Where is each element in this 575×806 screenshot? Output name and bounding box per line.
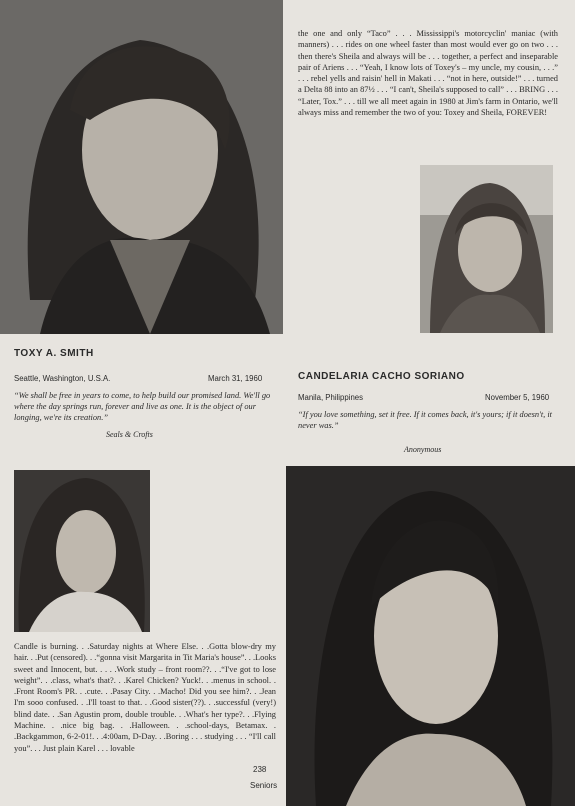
senior-quote-attribution-toxy: Seals & Crofts [106, 430, 153, 439]
senior-name-candelaria: CANDELARIA CACHO SORIANO [298, 371, 465, 382]
portrait-karel-small [14, 470, 150, 632]
section-label: Seniors [250, 781, 278, 790]
blurb-toxy: the one and only “Taco” . . . Mississippi's motorcyclin' maniac (with manners) . . . rides on one wheel faster than most would ever go on two . . . then there's Sheila and always will be . . . together, a perfect and inseparable pair of Ariens . . . “Yeah, I know lots of Toxey's – my uncle, my cousin, . . .” . . . rebel yells and raisin' hell in Makati . . . “not in here, outside!” . . . turned a Delta 88 into an 87½ . . . “I can't, Sheila's supposed to call” . . . BRING . . . “Later, Tox.” . . . till we all meet again in 1980 at Jim's farm in Ontario, we'll always miss and remember the two of you: Toxey and Sheila, FOREVER! [298, 29, 558, 118]
senior-quote-candelaria: “If you love something, set it free. If it comes back, it's yours; if it doesn't, it never was.” [298, 410, 553, 430]
senior-birthdate-candelaria: November 5, 1960 [485, 393, 550, 402]
senior-name-toxy: TOXY A. SMITH [14, 348, 94, 359]
page-number: 238 [253, 765, 267, 774]
senior-quote-toxy: “We shall be free in years to come, to help build our promised land. We'll go where the day springs run, forever and live as one. It is the object of our longing, we're its creation.” [14, 391, 271, 422]
senior-location-toxy: Seattle, Washington, U.S.A. [14, 374, 111, 383]
portrait-toxy-large [0, 0, 283, 334]
portrait-karel-large [286, 466, 575, 806]
blurb-karel: Candle is burning. . .Saturday nights at Where Else. . .Gotta blow-dry my hair. . .Put (censored). . .“gonna visit Margarita in Tit Maria's house”. . .Looks sweet and Innocent, but. . . . .Work study – front room??. . .“I've got to lose weight”. . .class, what's that?. . .Karel Chicken? Yuck!. . .menus in school. . .Front Room's PR. . .cute. . .Pasay City. . .Macho! Did you see him?. . .Jean I'm sooo confused. . .I'll toast to that. . .Good sister(??). . .successful (very!) blind date. . .San Agustin prom, double trouble. . .What's her type?. . .Flying Machine. . .nice big bag. . .Halloween. . .school-days, Betamax. . .Backgammon, 6-2-01!. . .4:00am, D-Day. . .Boring . . . studying . . . “I'll call you”. . . Just plain Karel . . . lovable [14, 642, 276, 753]
senior-location-candelaria: Manila, Philippines [298, 393, 364, 402]
senior-birthdate-toxy: March 31, 1960 [208, 374, 263, 383]
senior-quote-attribution-candelaria: Anonymous [404, 445, 442, 454]
portrait-candelaria-small [420, 165, 553, 333]
